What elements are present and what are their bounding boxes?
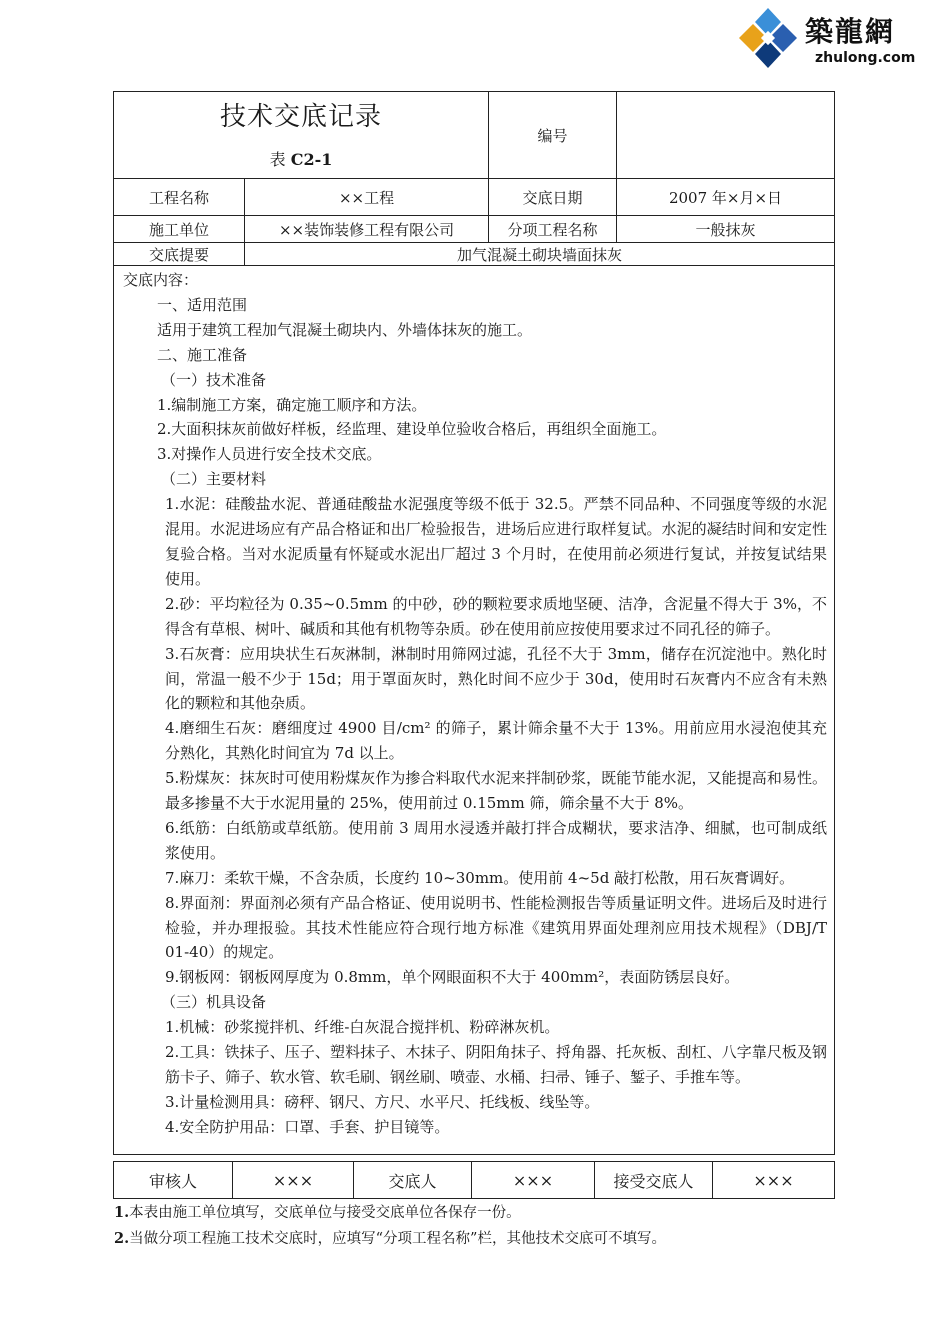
date-value: 2007 年×月×日 [617,179,835,216]
unit-label: 施工单位 [114,216,245,243]
content-paragraph: 3.对操作人员进行安全技术交底。 [157,445,382,464]
content-paragraph: （三）机具设备 [161,993,267,1012]
content-cell [114,266,835,1155]
discloser-label: 交底人 [354,1162,472,1199]
content-paragraph: 6.纸筋：白纸筋或草纸筋。使用前 3 周用水浸透并敲打拌合成糊状，要求洁净、细腻，也可制成纸浆使用。 [165,818,828,862]
receiver-value: ××× [713,1162,835,1199]
number-label: 编号 [489,92,617,179]
form-code-prefix: 表 [269,150,291,169]
content-paragraph: 1.水泥：硅酸盐水泥、普通硅酸盐水泥强度等级不低于 32.5。严禁不同品种、不同强度等级的水泥混用。水泥进场应有产品合格证和出厂检验报告，进场后应进行取样复试。水泥的凝结时间和安定性复验合格。当对水泥质量有怀疑或水泥出厂超过 3 个月时，在使用前必须进行复试，并按复试结果使用。 [165,495,828,588]
zhulong-diamond-icon [733,6,803,70]
project-name-value: ××工程 [245,179,489,216]
sub-project-value: 一般抹灰 [617,216,835,243]
summary-value: 加气混凝土砌块墙面抹灰 [245,243,835,266]
discloser-value: ××× [472,1162,595,1199]
content-paragraph: 2.工具：铁抹子、压子、塑料抹子、木抹子、阴阳角抹子、捋角器、托灰板、刮杠、八字靠尺板及钢筋卡子、筛子、软水管、软毛刷、钢丝刷、喷壶、水桶、扫帚、锤子、錾子、手推车等。 [165,1043,828,1086]
form-code [114,147,488,170]
content-paragraph: 7.麻刀：柔软干燥，不含杂质，长度约 10~30mm。使用前 4~5d 敲打松散，用石灰膏调好。 [165,868,795,887]
unit-value: ××装饰装修工程有限公司 [245,216,489,243]
logo-chinese-text: 築龍網 [805,15,896,48]
content-heading: 交底内容： [123,271,199,289]
content-paragraph: 适用于建筑工程加气混凝土砌块内、外墙体抹灰的施工。 [157,320,533,339]
footnote-number: 2. [114,1230,130,1247]
zhulong-logo [733,6,923,70]
content-paragraph: 二、施工准备 [157,345,248,364]
content-paragraph: 1.编制施工方案，确定施工顺序和方法。 [157,395,427,414]
content-paragraph: 3.石灰膏：应用块状生石灰淋制，淋制时用筛网过滤，孔径不大于 3mm，储存在沉淀池中。熟化时间，常温一般不少于 15d；用于罩面灰时，熟化时间不应少于 30d，使用时石灰膏内不应含有未熟化的颗粒和其他杂质。 [165,644,828,713]
form-code-value: C2-1 [290,150,333,169]
content-paragraph: 8.界面剂：界面剂必须有产品合格证、使用说明书、性能检测报告等质量证明文件。进场后及时进行检验，并办理报验。其技术性能应符合现行地方标准《建筑用界面处理剂应用技术规程》（DBJ/T 01-40）的规定。 [165,893,828,962]
form-title: 技术交底记录 [220,102,383,132]
number-value [617,92,835,179]
footnote-number: 1. [114,1204,130,1221]
date-label: 交底日期 [489,179,617,216]
content-paragraph: 9.钢板网：钢板网厚度为 0.8mm，单个网眼面积不大于 400mm²，表面防锈层良好。 [165,968,740,987]
signature-table [113,1161,835,1199]
content-paragraph: （一）技术准备 [161,370,267,389]
footnote-text: 当做分项工程施工技术交底时，应填写“分项工程名称”栏，其他技术交底可不填写。 [129,1231,666,1247]
disclosure-content [114,266,834,1140]
sub-project-label: 分项工程名称 [489,216,617,243]
summary-label: 交底提要 [114,243,245,266]
content-paragraph: （二）主要材料 [161,470,267,489]
content-paragraph: 4.磨细生石灰：磨细度过 4900 目/cm² 的筛子，累计筛余量不大于 13%。用前应用水浸泡使其充分熟化，其熟化时间宜为 7d 以上。 [165,719,828,763]
footnote-2 [114,1227,666,1248]
content-paragraph: 4.安全防护用品：口罩、手套、护目镜等。 [165,1117,450,1136]
project-name-label: 工程名称 [114,179,245,216]
reviewer-value: ××× [233,1162,354,1199]
footnote-1 [114,1201,521,1222]
logo-english-text: zhulong.com [815,50,916,66]
content-paragraph: 一、适用范围 [157,295,248,314]
title-cell [114,92,489,179]
content-lines [123,293,827,1140]
content-paragraph: 1.机械：砂浆搅拌机、纤维-白灰混合搅拌机、粉碎淋灰机。 [165,1018,560,1037]
receiver-label: 接受交底人 [595,1162,713,1199]
disclosure-record-table [113,91,835,1155]
footnote-text: 本表由施工单位填写，交底单位与接受交底单位各保存一份。 [129,1205,521,1221]
content-paragraph: 2.大面积抹灰前做好样板，经监理、建设单位验收合格后，再组织全面施工。 [157,420,667,439]
content-paragraph: 3.计量检测用具：磅秤、钢尺、方尺、水平尺、托线板、线坠等。 [165,1092,600,1111]
reviewer-label: 审核人 [114,1162,233,1199]
content-paragraph: 5.粉煤灰：抹灰时可使用粉煤灰作为掺合料取代水泥来拌制砂浆，既能节能水泥，又能提高和易性。最多掺量不大于水泥用量的 25%，使用前过 0.15mm 筛，筛余量不大于 8%。 [165,769,828,813]
content-paragraph: 2.砂：平均粒径为 0.35~0.5mm 的中砂，砂的颗粒要求质地坚硬、洁净，含泥量不得大于 3%，不得含有草根、树叶、碱质和其他有机物等杂质。砂在使用前应按使用要求过不同孔径的筛子。 [165,594,828,638]
